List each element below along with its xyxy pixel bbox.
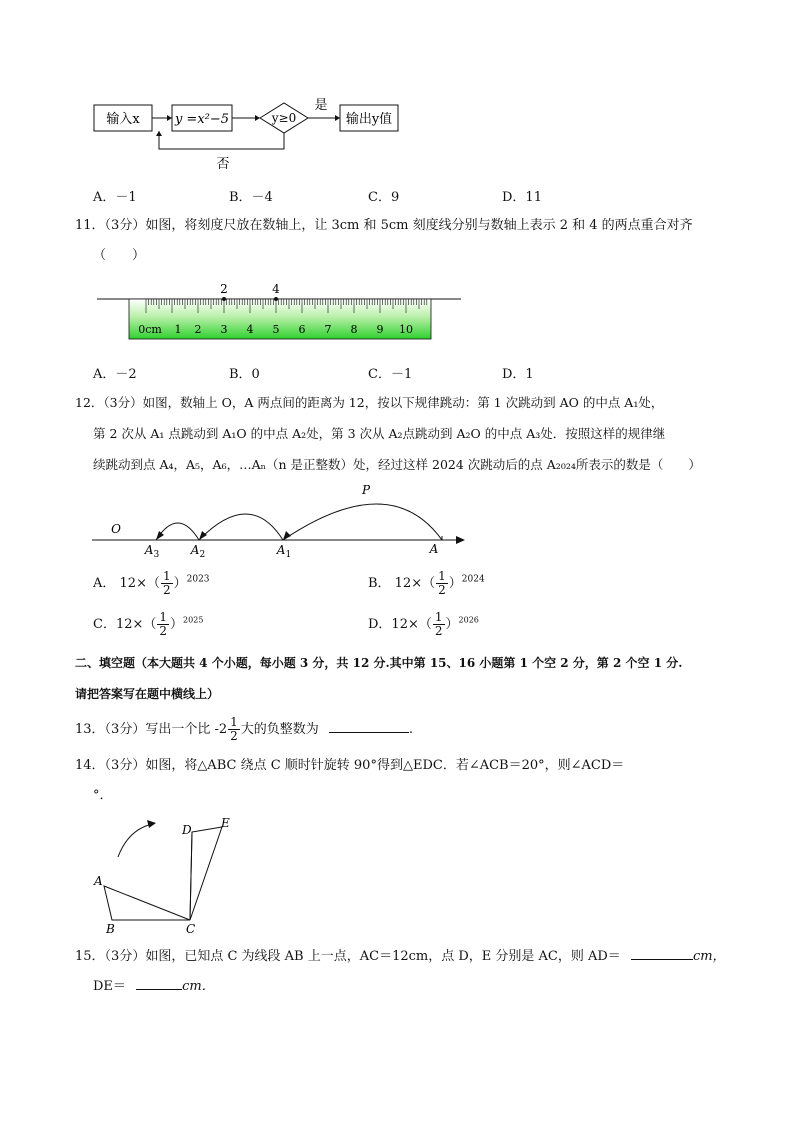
fraction-one-half [433,611,445,638]
q12-option-a-prefix: A． 12×（ [93,576,160,591]
q11-paren: （ ） [93,248,146,263]
q15-stem-line1 [75,947,726,965]
arrow-head-icon [335,115,340,121]
q15-line2-prefix: DE＝ [93,979,126,994]
q14-stem-line1: 14．（3分）如图，将△ABC 绕点 C 顺时针旋转 90°得到△EDC．若∠ACB＝20°，则∠ACD＝ [75,758,625,773]
q12-option-d-prefix: D．12×（ [368,617,432,632]
frac-denominator: 2 [159,624,168,638]
q13-end: . [408,722,414,737]
q13-suffix: 大的负整数为 [240,722,319,737]
q14-stem-line2: °． [93,788,113,803]
q12-option-b-close: ） [448,576,462,591]
vertex-d-label: D [182,823,192,837]
q15-de-answer-blank[interactable] [136,977,182,990]
q12-stem-line3: 续跳动到点 A₄，A₅，A₆，…Aₙ（n 是正整数）处，经过这样 2024 次跳动后的点 A₂₀₂₄所表示的数是（ ） [93,457,701,472]
point-a1-label: $A_1$ [276,543,292,558]
axis-label-4: 4 [272,282,280,296]
segment-cd [190,832,192,920]
q12-option-d-close: ） [445,617,459,632]
q11-option-a[interactable]: A．－2 [93,367,137,382]
q12-stem-line2: 第 2 次从 A₁ 点跳动到 A₁O 的中点 A₂处，第 3 次从 A₂点跳动到 A₂O 的中点 A₃处．按照这样的规律继 [93,426,666,441]
point-p-label: P [361,483,371,497]
q13-answer-blank[interactable] [329,720,409,733]
ruler-label: 3 [220,323,228,336]
q11-stem: 11．（3分）如图，将刻度尺放在数轴上，让 3cm 和 5cm 刻度线分别与数轴上表示 2 和 4 的两点重合对齐 [75,218,693,233]
frac-denominator: 2 [230,729,238,743]
axis-point-2 [222,297,226,301]
ruler-label: 6 [298,323,306,336]
rotation-arc-arrow [118,824,152,857]
arrow-head-icon [156,131,162,136]
q13-prefix: 13．（3分）写出一个比 -2 [75,722,228,737]
flowchart-yes-label: 是 [314,98,328,113]
q11-option-c[interactable]: C．－1 [368,367,413,382]
flowchart-no-label: 否 [216,157,230,172]
flowchart-input-text: 输入x [106,112,140,127]
frac-denominator: 2 [162,583,171,597]
frac-denominator: 2 [434,624,443,638]
q12-option-b-exponent: 2024 [461,574,485,585]
q10-option-a[interactable]: A．－1 [93,190,137,205]
jump-arc-2 [199,514,283,540]
q10-option-c[interactable]: C．9 [368,190,400,205]
q12-option-c-exponent: 2025 [183,615,204,625]
q15-unit2: cm． [182,979,215,994]
q11-option-b[interactable]: B．0 [229,367,260,382]
rotation-triangle-figure [90,812,250,936]
flowchart-output-text: 输出y值 [345,112,393,127]
point-o-label: O [111,522,121,536]
arrow-head-icon [199,531,207,540]
q10-option-d[interactable]: D．11 [502,190,542,205]
fraction-one-half [157,611,169,638]
ruler-label: 7 [324,323,332,336]
q12-option-c-prefix: C．12×（ [93,617,157,632]
q12-stem-line1: 12．（3分）如图，数轴上 O，A 两点间的距离为 12，按以下规律跳动：第 1 次跳动到 AO 的中点 A₁处， [75,395,664,410]
q12-option-c[interactable] [93,611,203,638]
point-a2-label: $A_2$ [190,543,206,558]
q12-option-b[interactable] [368,570,485,597]
q12-option-d[interactable] [368,611,479,638]
q12-option-d-exponent: 2026 [458,615,479,625]
arrow-head-icon [167,115,172,121]
flowchart-loop-line [159,131,284,149]
q12-option-b-prefix: B． 12×（ [368,576,436,591]
vertex-e-label: E [221,816,230,830]
arrow-head-icon [147,820,156,828]
ruler-label: 10 [399,323,413,336]
axis-label-2: 2 [220,282,228,296]
q15-ad-answer-blank[interactable] [631,947,693,960]
arrow-head-icon [456,536,465,544]
point-a3-label: $A_3$ [144,543,160,558]
q12-option-a-close: ） [173,576,187,591]
q15-stem-line2 [93,977,215,995]
q12-option-a[interactable] [93,570,210,597]
ruler-label: 0cm [138,323,162,336]
ruler-label: 1 [174,323,182,336]
jump-arc-3 [156,523,199,540]
section2-heading-line2: 请把答案写在题中横线上） [75,687,220,701]
ruler-label: 9 [376,323,384,336]
frac-denominator: 2 [438,583,446,597]
q15-unit1: cm， [692,949,726,964]
vertex-c-label: C [186,922,196,936]
flowchart-formula-text: y =x²−5 [174,112,230,127]
flowchart-figure [90,95,410,180]
frac-numerator: 1 [230,715,238,729]
jump-number-line-figure [90,478,470,558]
q12-option-c-close: ） [170,617,184,632]
jump-arc-1 [283,504,442,540]
flowchart-condition-text: y≥0 [271,111,297,125]
q11-option-d[interactable]: D．1 [502,367,534,382]
q12-option-a-exponent: 2023 [186,574,210,585]
arrow-head-icon [283,531,291,540]
fraction-one-half [436,570,448,597]
vertex-b-label: B [106,922,115,936]
frac-numerator: 1 [438,569,446,583]
q15-line1-text: 15．（3分）如图，已知点 C 为线段 AB 上一点，AC＝12cm，点 D，E 分别是 AC，则 AD＝ [75,949,621,964]
triangle-edc [190,827,222,920]
arrow-head-icon [156,531,164,540]
frac-numerator: 1 [162,569,171,583]
frac-numerator: 1 [434,610,443,624]
fraction-one-half [161,570,173,597]
fraction-one-half [228,716,240,743]
ruler-figure [95,280,465,342]
q10-option-b[interactable]: B．－4 [229,190,273,205]
ruler-label: 5 [272,323,280,336]
frac-numerator: 1 [159,610,168,624]
ruler-label: 4 [246,323,254,336]
q13-stem [75,716,413,743]
section2-heading-line1: 二、填空题（本大题共 4 个小题，每小题 3 分，共 12 分.其中第 15、16 小题第 1 个空 2 分，第 2 个空 1 分. [75,656,683,670]
ruler-label: 8 [350,323,358,336]
ruler-label: 2 [194,323,202,336]
triangle-abc [104,886,190,920]
vertex-a-label: A [94,874,103,888]
axis-point-4 [274,297,278,301]
point-a-label: A [429,542,439,556]
